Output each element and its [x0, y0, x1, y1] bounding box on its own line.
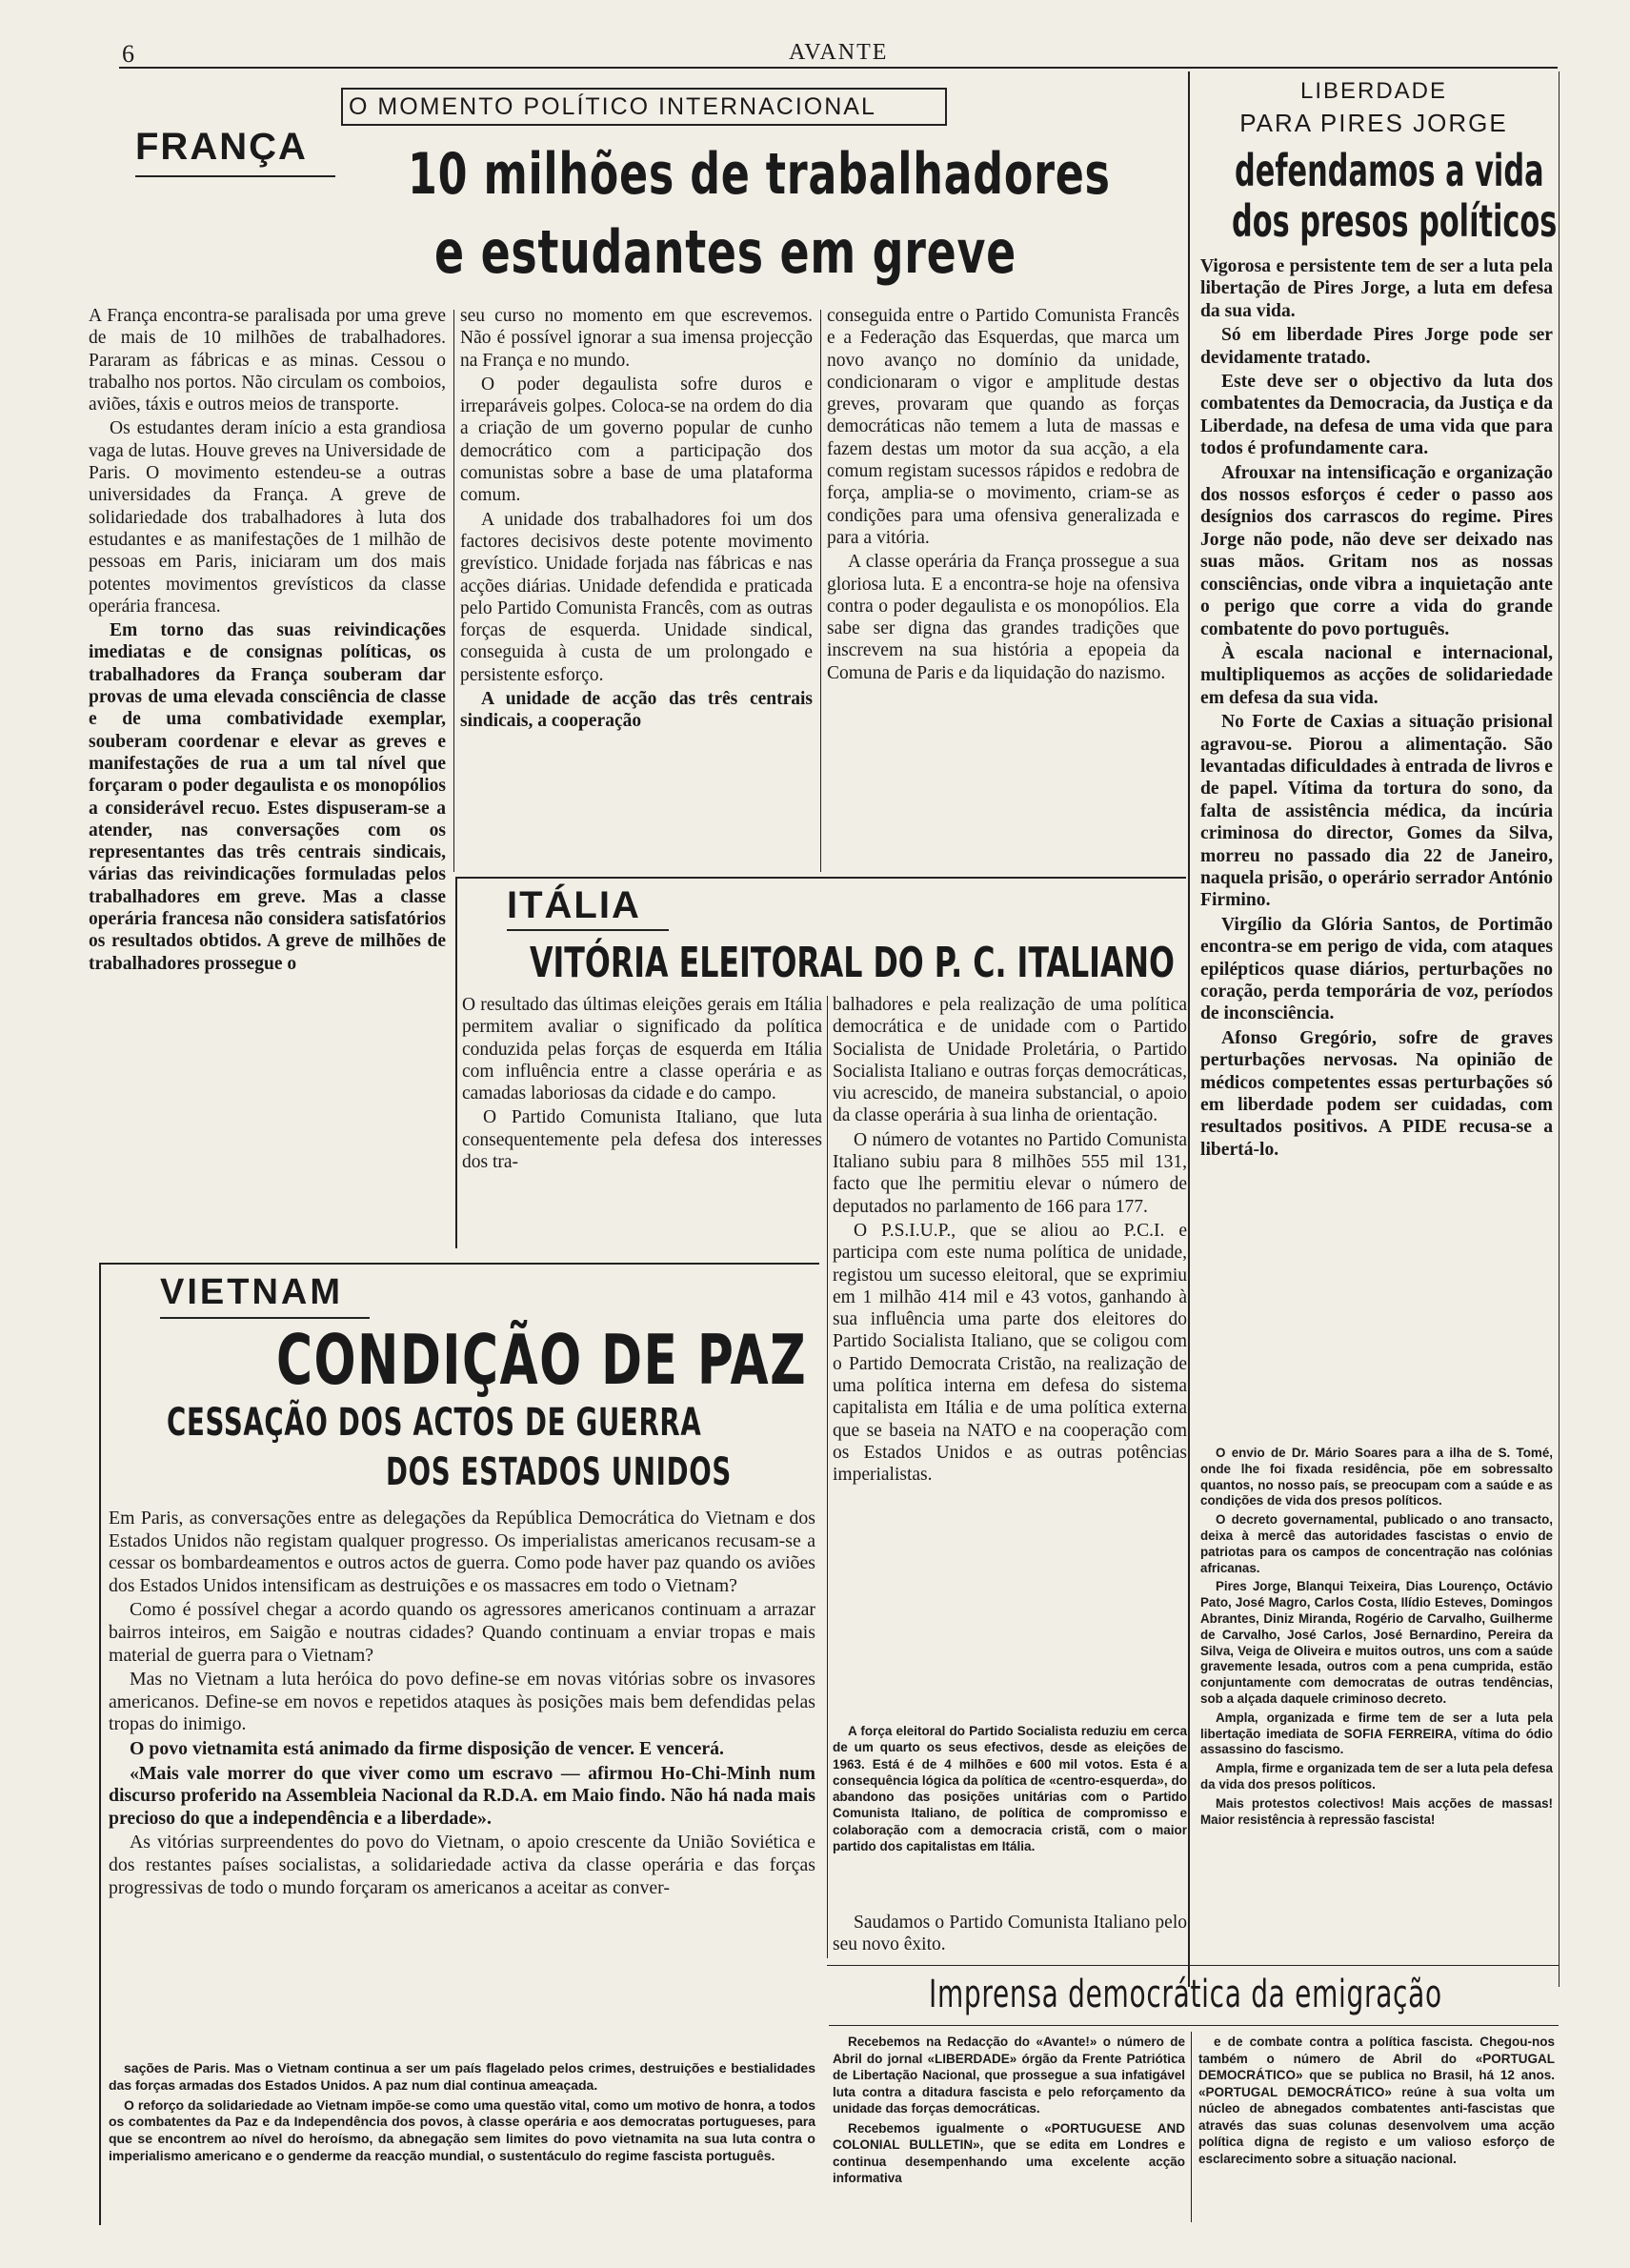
- vietnam-body-p6: As vitórias surpreendentes do povo do Vietnam, o apoio crescente da União Soviética e dos restantes países socialistas, a solidariedade activa da classe operária e das forças progressivas de todo o mundo forçaram os americanos a aceitar as conver-: [109, 1832, 815, 1898]
- liberdade-kicker-2: PARA PIRES JORGE: [1239, 109, 1508, 137]
- italia-headline: VITÓRIA ELEITORAL DO P. C. ITALIANO: [530, 939, 1175, 987]
- italia-small-p: A força eleitoral do Partido Socialista reduziu em cerca de um quarto os seus efectivos, desde as eleições de 1963. Está é de 4 milhões e 600 mil votos. Esta é a consequência lógica da política de «centro-esquerda», do abandono das posições unitárias com o Partido Comunista Italiano, de política de compromisso e colaboração com a democracia cristã, com o maior partido dos capitalistas em Itália.: [833, 1724, 1187, 1854]
- vietnam-body-p3: Mas no Vietnam a luta heróica do povo define-se em novas vitórias sobre os invasores americanos. Define-se em novos e repetidos ataques às posições mais bem defendidas pelas tropas do inimigo.: [109, 1669, 815, 1735]
- liberdade-headline-2: dos presos políticos: [1232, 195, 1558, 247]
- franca-col2-p3: A unidade dos trabalhadores foi um dos factores decisivos deste potente movimento grevístico. Unidade forjada nas fábricas e nas acções diárias. Unidade defendida e praticada pelo Partido Comunista Francês, com as outras forças de esquerda. Unidade sindical, conseguida à custa de um prolongado e persistente esforço.: [460, 509, 813, 685]
- imprensa-col2-p1: e de combate contra a política fascista. Chegou-nos também o número de Abril do «PORTUGAL DEMOCRÁTICO» que se publica no Brasil, há 12 anos. «PORTUGAL DEMOCRÁTICO» reúne à sua volta um núcleo de abnegados combatentes anti-fascistas que através das suas colunas desenvolvem uma acção política digna de registo e um valioso esforço de esclarecimento sobre a situação nacional.: [1198, 2035, 1555, 2166]
- liberdade-body-p1: Vigorosa e persistente tem de ser a luta pela libertação de Pires Jorge, a luta em defesa da sua vida.: [1200, 256, 1553, 321]
- liberdade-kicker-1: LIBERDADE: [1299, 78, 1448, 104]
- header-rule: [119, 67, 1558, 69]
- italia-closing: [833, 1912, 1187, 1958]
- page-number: 6: [122, 40, 134, 68]
- franca-col3-p2: A classe operária da França prossegue a sua gloriosa luta. E a encontra-se hoje na ofensiva contra o poder degaulista e os monopólios. Ela sabe ser digna das grandes tradições que inscrevem na sua história a epopeia da Comuna de Paris e da liquidação do nazismo.: [827, 552, 1179, 683]
- vietnam-body: [109, 1508, 815, 1901]
- franca-divider-1: [453, 310, 454, 872]
- imprensa-under-rule: [829, 2025, 1559, 2026]
- imprensa-col1-p2: Recebemos igualmente o «PORTUGUESE AND COLONIAL BULLETIN», que se edita em Londres e continua desempenhando uma excelente acção informativa: [833, 2120, 1185, 2185]
- vietnam-body-p5: «Mais vale morrer do que viver como um escravo — afirmou Ho-Chi-Minh num discurso proferido na Assembleia Nacional da R.D.A. em Maio findo. Não há nada mais precioso do que a independência e a liberdade».: [109, 1762, 815, 1829]
- vietnam-body-p4: O povo vietnamita está animado da firme disposição de vencer. E vencerá.: [130, 1737, 724, 1759]
- imprensa-divider: [1191, 2032, 1192, 2222]
- franca-kicker-rule: [135, 175, 335, 177]
- italia-col1-p1: O resultado das últimas eleições gerais em Itália permitem avaliar o significado da política conduzida pelas forças de esquerda em Itália com influência entre a classe operária e as camadas laboriosas da cidade e do campo.: [462, 995, 822, 1104]
- vietnam-body-p1: Em Paris, as conversações entre as delegações da República Democrática do Vietnam e dos Estados Unidos não registam qualquer progresso. Os imperialistas americanos recusam-se a cessar os bombardeamentos e outros actos de guerra. Como pode haver paz quando os aviões dos Estados Unidos intensificam as destruições e os massacres em todo o Vietnam?: [109, 1508, 815, 1596]
- imprensa-col-2: [1198, 2034, 1555, 2170]
- vietnam-headline-1: CONDIÇÃO DE PAZ: [276, 1320, 808, 1400]
- vietnam-small: [109, 2060, 815, 2168]
- imprensa-top-rule: [827, 1965, 1559, 1966]
- vietnam-kicker-rule: [160, 1317, 370, 1319]
- vietnam-small-p2: O reforço da solidariedade ao Vietnam impõe-se como uma questão vital, como um motivo de honra, a todos os combatentes da Paz e da Independência dos povos, à classe operária e aos democratas portugueses, para que se encontrem ao nível do heroísmo, da abnegação sem limites do povo vietnamita na sua luta contra o imperialismo americano e o genderme da reacção mundial, o sustentáculo do regime fascista português.: [109, 2096, 815, 2163]
- franca-col1-p1: A França encontra-se paralisada por uma greve de mais de 10 milhões de trabalhadores. Pararam as fábricas e as minas. Cessou o trabalho nos portos. Não circulam os comboios, aviões, táxis e outros meios de transporte.: [89, 306, 446, 415]
- italia-col2-p1: balhadores e pela realização de uma política democrática e de unidade com o Partido Socialista de Unidade Proletária, o Partido Socialista Italiano e outras forças democráticas, viu acrescido, de maneira substancial, o apoio da classe operária à sua linha de orientação.: [833, 995, 1187, 1126]
- italia-small-text: [833, 1723, 1187, 1857]
- vietnam-kicker: VIETNAM: [160, 1272, 343, 1312]
- vietnam-small-p1: sações de Paris. Mas o Vietnam continua a ser um país flagelado pelos crimes, destruições e bestialidades das forças armadas dos Estados Unidos. A paz num dial continua ameaçada.: [109, 2060, 815, 2093]
- liberdade-small: [1200, 1446, 1553, 1831]
- liberdade-body-p3: Este deve ser o objectivo da luta dos combatentes da Democracia, da Justiça e da Liberdade, na defesa de uma vida que para todos é profundamente cara.: [1200, 372, 1553, 459]
- liberdade-small-p3: Pires Jorge, Blanqui Teixeira, Dias Lourenço, Octávio Pato, José Magro, Carlos Costa, Ilídio Esteves, Domingos Abrantes, Diniz Miranda, Rogério de Carvalho, Guilherme de Carvalho, José Carlos, José Bernardino, Pereira da Silva, Veiga de Oliveira e muitos outros, uns com a saúde gravemente lesada, outros com a pena cumprida, estão conjuntamente com democratas de outras tendências, sob a alçada daquele criminoso decreto.: [1200, 1579, 1553, 1706]
- franca-headline-1: 10 milhões de trabalhadores: [408, 141, 1111, 208]
- franca-col2-p2: O poder degaulista sofre duros e irreparáveis golpes. Coloca-se na ordem do dia a criação de um governo popular de cunho democrático com a participação dos comunistas sobre a base de uma plataforma comum.: [460, 374, 813, 506]
- italia-kicker: ITÁLIA: [507, 884, 641, 926]
- right-col-outer-rule: [1559, 71, 1560, 1987]
- liberdade-body-p4: Afrouxar na intensificação e organização dos nossos esforços é ceder o passo aos desígnios dos carrascos do regime. Pires Jorge não pode, não deve ser deixado nas suas mãos. Gritam nos as nossas consciências, onde vibra a inquietação ante o perigo que corre a vida do grande combatente do povo português.: [1200, 462, 1553, 639]
- momento-label-box: [341, 88, 947, 126]
- franca-kicker: FRANÇA: [135, 126, 308, 168]
- vietnam-body-p2: Como é possível chegar a acordo quando os agressores americanos continuam a arrazar bairros inteiros, em Saigão e noutras cidades? Quando continuam a enviar tropas e mais material de guerra para o Vietnam?: [109, 1599, 815, 1666]
- right-col-rule: [1188, 71, 1190, 1987]
- italia-col2-p3: O P.S.I.U.P., que se aliou ao P.C.I. e participa com este numa política de unidade, registou um sucesso eleitoral, que se exprimiu em 1 milhão 414 mil e 43 votos, ganhando à sua influência uma parte dos eleitores do Partido Socialista Italiano, que se coligou com o Partido Democrata Cristão, na realização de uma política interna em defesa do sistema capitalista em Itália e de uma política externa que se baseia na NATO e na cooperação com os Estados Unidos e as outras potências imperialistas.: [833, 1220, 1187, 1486]
- vietnam-headline-2: CESSAÇÃO DOS ACTOS DE GUERRA: [167, 1401, 702, 1445]
- franca-col1-p2: Os estudantes deram início a esta grandiosa vaga de lutas. Houve greves na Universidade de Paris. O movimento estendeu-se a outras universidades da França. A greve de solidariedade dos trabalhadores à luta dos estudantes e as manifestações de 1 milhão de pessoas em Paris, iniciaram um dos mais potentes movimentos grevísticos da classe operária francesa.: [89, 418, 446, 617]
- liberdade-headline-1: defendamos a vida: [1235, 145, 1544, 196]
- liberdade-body-p2: Só em liberdade Pires Jorge pode ser devidamente tratado.: [1200, 325, 1553, 368]
- italia-col1-p2: O Partido Comunista Italiano, que luta consequentemente pela defesa dos interesses dos tra-: [462, 1107, 822, 1173]
- liberdade-small-p1: O envio de Dr. Mário Soares para a ilha de S. Tomé, onde lhe foi fixada residência, põe em sobressalto quantos, no nosso país, se preocupam com a saúde e as condições de vida dos presos políticos.: [1200, 1446, 1553, 1509]
- liberdade-small-p4: Ampla, organizada e firme tem de ser a luta pela libertação imediata de SOFIA FERREIRA, vítima do ódio assassino do fascismo.: [1200, 1710, 1553, 1757]
- franca-col-1: [89, 305, 446, 977]
- franca-headline-2: e estudantes em greve: [434, 217, 1016, 287]
- italia-left-rule: [455, 877, 457, 1248]
- franca-col-3: [827, 305, 1179, 686]
- liberdade-small-p6: Mais protestos colectivos! Mais acções de massas! Maior resistência à repressão fascista!: [1200, 1795, 1553, 1827]
- franca-col1-p3: Em torno das suas reivindicações imediatas e de consignas políticas, os trabalhadores da França souberam dar provas de uma elevada consciência de classe e de uma combatividade exemplar, souberam coordenar e elevar as greves e manifestações de rua a um tal nível que forçaram o poder degaulista e os monopólios a considerável recuo. Estes dispuseram-se a atender, nas conversações com os representantes das três centrais sindicais, várias das reivindicações formuladas pelos trabalhadores em greve. Mas a classe operária francesa não considera satisfatórios os resultados obtidos. A greve de milhões de trabalhadores prossegue o: [89, 620, 446, 974]
- liberdade-body-p7: Virgílio da Glória Santos, de Portimão encontra-se em perigo de vida, com ataques epilépticos quase diários, perturbações no coração, perda temporária de voz, períodos de inconsciência.: [1200, 914, 1553, 1024]
- franca-col3-p1: conseguida entre o Partido Comunista Francês e a Federação das Esquerdas, que marca um novo avanço no domínio da unidade, condicionaram o vigor e amplitude destas greves, provaram que quando as forças democráticas não temem a luta de massas e fazem destas um motor da sua acção, a ela comum registam sucessos rápidos e redobra de força, amplia-se o movimento, criam-se as condições para uma ofensiva generalizada e para a vitória.: [827, 306, 1179, 548]
- imprensa-col-1: [833, 2034, 1185, 2190]
- franca-divider-2: [820, 310, 821, 872]
- momento-label: O MOMENTO POLÍTICO INTERNACIONAL: [349, 93, 876, 120]
- italia-col-1: [462, 994, 822, 1175]
- masthead: AVANTE: [789, 40, 889, 65]
- italia-closing-p: Saudamos o Partido Comunista Italiano pelo seu novo êxito.: [833, 1913, 1187, 1955]
- vietnam-left-rule: [99, 1263, 101, 2225]
- liberdade-body-p8: Afonso Gregório, sofre de graves perturbações nervosas. Na opinião de médicos competentes essas perturbações só em liberdade podem ser cuidadas, com resultados positivos. A PIDE recusa-se a libertá-lo.: [1200, 1027, 1553, 1160]
- imprensa-headline: Imprensa democrática da emigração: [929, 1973, 1442, 2016]
- vietnam-top-rule: [100, 1263, 819, 1265]
- franca-col-2: [460, 305, 813, 735]
- italia-col2-p2: O número de votantes no Partido Comunista Italiano subiu para 8 milhões 555 mil 131, facto que lhe permitiu elevar o número de deputados no parlamento de 166 para 177.: [833, 1129, 1187, 1217]
- italia-col-2: [833, 994, 1187, 1488]
- italia-top-rule: [457, 877, 1186, 879]
- liberdade-small-p5: Ampla, firme e organizada tem de ser a luta pela defesa da vida dos presos políticos.: [1200, 1761, 1553, 1792]
- italia-kicker-rule: [507, 929, 669, 931]
- liberdade-body-p5: À escala nacional e internacional, multipliquemos as acções de solidariedade em defesa da sua vida.: [1200, 642, 1553, 708]
- italia-divider: [827, 996, 828, 1958]
- franca-col2-p4: A unidade de acção das três centrais sindicais, a cooperação: [460, 689, 813, 732]
- liberdade-small-p2: O decreto governamental, publicado o ano transacto, deixa à mercê das autoridades fascistas o envio de patriotas para os campos de concentração nas colónias africanas.: [1200, 1512, 1553, 1575]
- imprensa-col1-p1: Recebemos na Redacção do «Avante!» o número de Abril do jornal «LIBERDADE» órgão da Frente Patriótica de Libertação Nacional, que prossegue a sua infatigável luta contra a ditadura fascista e pelo reforçamento da unidade das forças democráticas.: [833, 2035, 1185, 2116]
- franca-col2-p1: seu curso no momento em que escrevemos. Não é possível ignorar a sua imensa projecção na França e no mundo.: [460, 306, 813, 371]
- liberdade-body-p6: No Forte de Caxias a situação prisional agravou-se. Piorou a alimentação. São levantadas dificuldades à entrada de livros e de papel. Vítima da tortura do sono, da falta de assistência médica, da incúria criminosa do director, Gomes da Silva, morreu no passado dia 22 de Janeiro, naquela prisão, o operário serrador António Firmino.: [1200, 712, 1553, 911]
- vietnam-headline-3: DOS ESTADOS UNIDOS: [386, 1450, 732, 1494]
- liberdade-body: [1200, 255, 1553, 1163]
